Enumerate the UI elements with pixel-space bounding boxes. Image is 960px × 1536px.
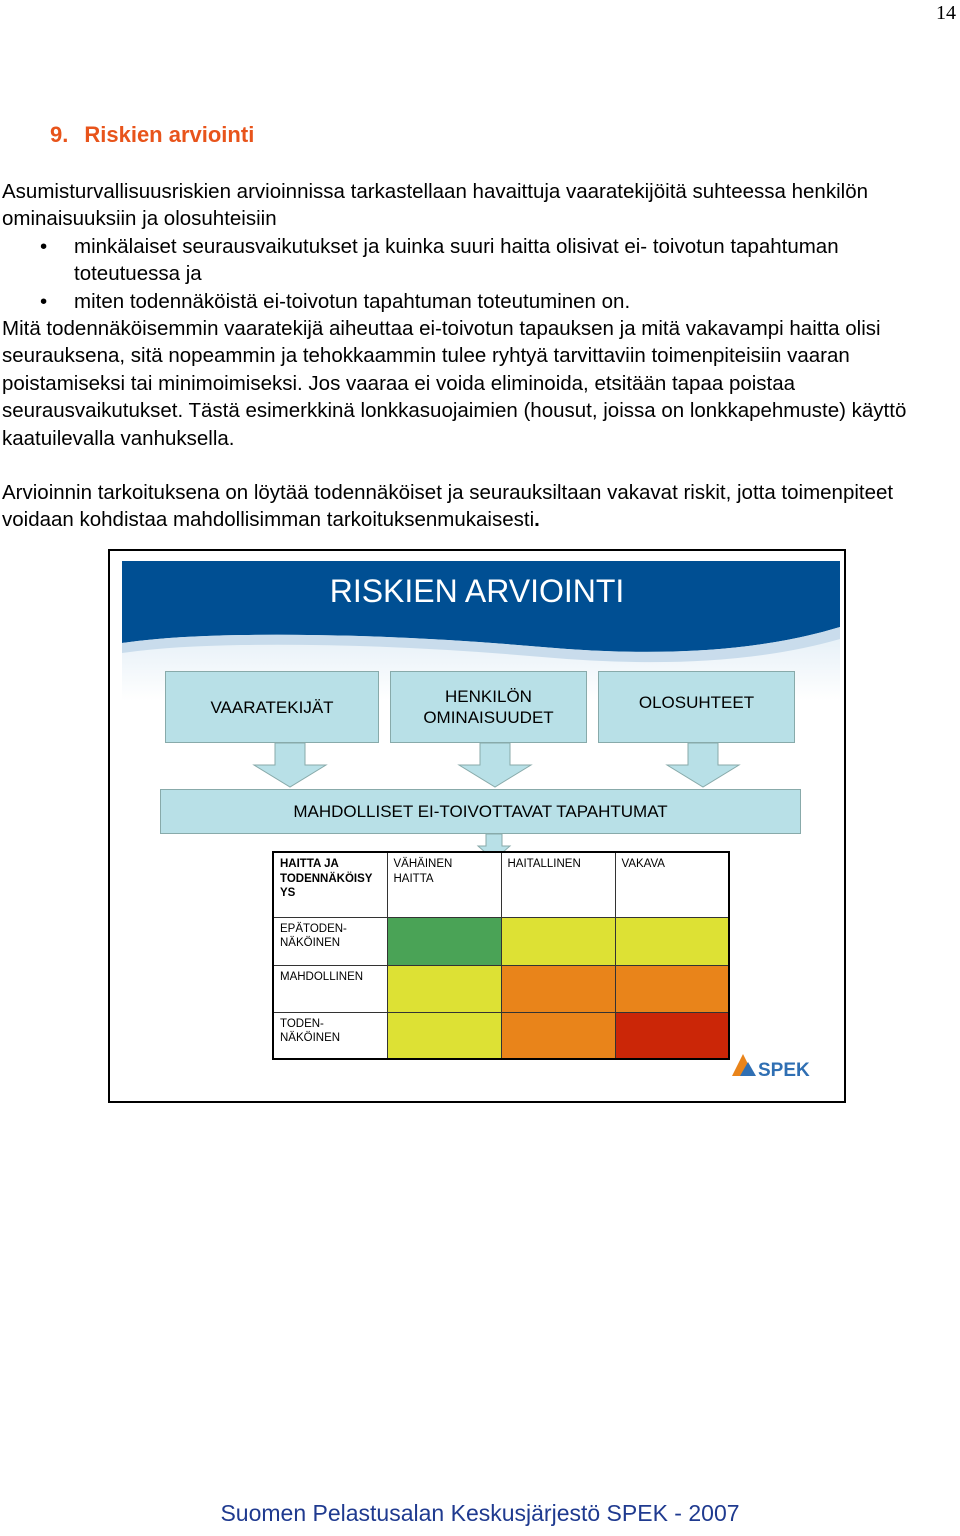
matrix-row [273,1012,729,1059]
risk-cell [501,965,615,1012]
section-title: Riskien arviointi [84,122,255,147]
row-line1: TODEN- [280,1017,324,1030]
diagram-title: RISKIEN ARVIOINTI [329,573,625,609]
arrow-down-icon [455,743,535,789]
spek-logo [728,1048,818,1082]
risk-cell [387,917,501,965]
matrix-row [273,917,729,965]
column-line1: VÄHÄINEN [393,858,453,870]
svg-text:SPEK: SPEK [758,1060,810,1081]
risk-assessment-diagram [108,549,846,1103]
body-paragraph: Mitä todennäköisemmin vaaratekijä aiheuttaa ei-toivotun tapauksen ja mitä vakavampi haitta olisi seurauksena, sitä nopeammin ja tehokkaammin tulee ryhtyä tarvittaviin toimenpiteisiin vaaran poistamiseksi tai minimoimiseksi. Jos vaaraa ei voida eliminoida, etsitään tapaa poistaa seurausvaikutukset. Tästä esimerkkinä lonkkasuojaimien (housut, joissa on lonkkapehmuste) käyttö kaatuilevalla vanhuksella. [2,317,907,450]
row-label: MAHDOLLINEN [280,970,364,983]
matrix-column-header [501,852,615,917]
matrix-column-header [615,852,729,917]
matrix-column-header [387,852,501,917]
corner-line3: YS [280,887,296,899]
person-properties-line1: HENKILÖN [445,687,532,706]
purpose-paragraph [2,479,952,534]
row-label [274,1013,387,1046]
bullet-icon: • [40,289,48,313]
bullet-icon: • [40,235,48,258]
risk-cell [615,1012,729,1059]
risk-cell [501,917,615,965]
corner-line2: TODENNÄKÖISY [280,872,373,885]
row-line2: NÄKÖINEN [280,937,341,949]
risk-cell [387,965,501,1012]
arrow-down-icon [663,743,743,789]
bullet-text: miten todennäköistä ei-toivotun tapahtuman toteutuminen on. [74,289,631,313]
hazards-label: VAARATEKIJÄT [210,697,334,717]
bullet-item [2,288,902,315]
matrix-row-header [273,965,387,1012]
page-footer: Suomen Pelastusalan Keskusjärjestö SPEK - 2007 [220,1500,740,1526]
person-properties-line2: OMINAISUUDET [423,708,554,727]
section-number: 9. [50,122,69,147]
matrix-row-header [273,917,387,965]
matrix-corner-cell [273,852,387,917]
intro-paragraph: Asumisturvallisuusriskien arvioinnissa tarkastellaan havaittuja vaaratekijöitä suhteessa henkilön ominaisuuksiin ja olosuhteisiin [2,180,868,231]
risk-matrix [272,851,730,1060]
matrix-corner-label [274,853,387,901]
risk-cell [501,1012,615,1059]
risk-cell [615,917,729,965]
row-label [274,918,387,951]
arrow-down-icon [250,743,330,789]
conditions-box [598,671,795,743]
unwanted-events-label: MAHDOLLISET EI-TOIVOTTAVAT TAPAHTUMAT [293,802,668,821]
unwanted-events-box [160,789,801,834]
column-label: HAITALLINEN [507,858,581,870]
bullet-list [2,233,902,315]
section-heading [50,122,254,148]
column-label [388,853,501,886]
page-number: 14 [936,2,956,24]
person-properties-box [390,671,587,743]
hazards-box [165,671,379,743]
conditions-label: OLOSUHTEET [638,693,755,712]
risk-cell [387,1012,501,1059]
corner-line1: HAITTA JA [280,858,339,870]
row-line2: NÄKÖINEN [280,1032,341,1044]
column-label: VAKAVA [621,858,665,870]
bullet-text: minkälaiset seurausvaikutukset ja kuinka suuri haitta olisivat ei- toivotun tapahtuman toteutuessa ja [74,235,839,286]
bullet-item [2,233,902,288]
matrix-header-row [273,852,729,917]
risk-cell [615,965,729,1012]
matrix-row-header [273,1012,387,1059]
person-properties-text [423,686,553,728]
row-line1: EPÄTODEN- [280,922,347,935]
matrix-row [273,965,729,1012]
column-line2: HAITTA [393,872,434,885]
purpose-text: Arvioinnin tarkoituksena on löytää todennäköiset ja seurauksiltaan vakavat riskit, jotta toimenpiteet voidaan kohdistaa mahdollisimman tarkoituksenmukaisesti [2,481,894,532]
purpose-period: . [534,508,540,532]
